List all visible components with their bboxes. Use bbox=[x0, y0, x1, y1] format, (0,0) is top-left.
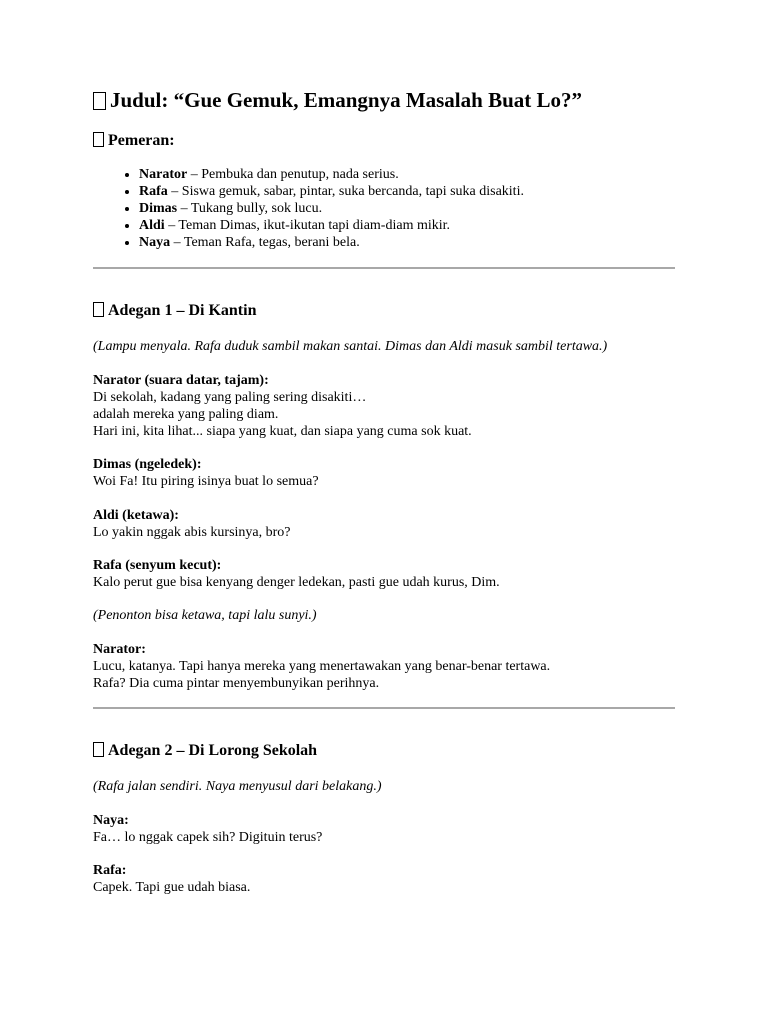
dialogue-line: Fa… lo nggak capek sih? Digituin terus? bbox=[93, 830, 323, 845]
dialogue-line: Di sekolah, kadang yang paling sering disakiti… bbox=[93, 390, 367, 405]
scene1-heading-text: Adegan 1 – Di Kantin bbox=[108, 302, 257, 319]
speaker-label: Rafa: bbox=[93, 863, 127, 878]
scene1-heading bbox=[93, 302, 256, 320]
dialogue-line: Hari ini, kita lihat... siapa yang kuat, dan siapa yang cuma sok kuat. bbox=[93, 424, 472, 439]
dialogue-narator-1 bbox=[93, 372, 675, 440]
missing-glyph-icon bbox=[93, 302, 104, 317]
speaker-label: Rafa (senyum kecut): bbox=[93, 558, 222, 573]
cast-name: Dimas bbox=[139, 201, 178, 216]
stage-direction: (Rafa jalan sendiri. Naya menyusul dari belakang.) bbox=[93, 779, 382, 794]
dialogue-naya bbox=[93, 812, 675, 846]
dialogue-dimas bbox=[93, 456, 675, 490]
cast-name: Naya bbox=[139, 235, 171, 250]
section-divider bbox=[93, 707, 675, 709]
dialogue-line: adalah mereka yang paling diam. bbox=[93, 407, 279, 422]
cast-name: Narator bbox=[139, 167, 188, 182]
cast-desc: – Teman Rafa, tegas, berani bela. bbox=[170, 235, 360, 250]
cast-desc: – Tukang bully, sok lucu. bbox=[177, 201, 323, 216]
dialogue-line: Lo yakin nggak abis kursinya, bro? bbox=[93, 525, 291, 540]
speaker-label: Narator (suara datar, tajam): bbox=[93, 373, 269, 388]
cast-item-dimas bbox=[139, 200, 524, 217]
cast-desc: – Siswa gemuk, sabar, pintar, suka bercanda, tapi suka disakiti. bbox=[167, 184, 524, 199]
speaker-label: Naya: bbox=[93, 813, 129, 828]
missing-glyph-icon bbox=[93, 742, 104, 757]
dialogue-narator-2 bbox=[93, 641, 675, 692]
cast-desc: – Teman Dimas, ikut-ikutan tapi diam-diam mikir. bbox=[164, 218, 451, 233]
speaker-label: Aldi (ketawa): bbox=[93, 508, 179, 523]
document-title bbox=[93, 88, 582, 113]
cast-heading-text: Pemeran: bbox=[108, 132, 175, 149]
scene2-heading bbox=[93, 742, 317, 760]
cast-item-narator bbox=[139, 166, 524, 183]
dialogue-line: Lucu, katanya. Tapi hanya mereka yang menertawakan yang benar-benar tertawa. bbox=[93, 659, 551, 674]
missing-glyph-icon bbox=[93, 92, 106, 110]
dialogue-line: Capek. Tapi gue udah biasa. bbox=[93, 880, 251, 895]
cast-item-rafa bbox=[139, 183, 524, 200]
speaker-label: Narator: bbox=[93, 642, 146, 657]
title-text: Judul: “Gue Gemuk, Emangnya Masalah Buat Lo?” bbox=[110, 88, 583, 112]
dialogue-line: Kalo perut gue bisa kenyang denger ledekan, pasti gue udah kurus, Dim. bbox=[93, 575, 500, 590]
cast-name: Rafa bbox=[139, 184, 168, 199]
section-divider bbox=[93, 267, 675, 269]
dialogue-aldi bbox=[93, 507, 675, 541]
cast-list bbox=[115, 166, 524, 251]
cast-item-naya bbox=[139, 234, 524, 251]
cast-item-aldi bbox=[139, 217, 524, 234]
stage-direction: (Penonton bisa ketawa, tapi lalu sunyi.) bbox=[93, 608, 317, 623]
dialogue-line: Woi Fa! Itu piring isinya buat lo semua? bbox=[93, 474, 319, 489]
dialogue-rafa bbox=[93, 557, 675, 591]
speaker-label: Dimas (ngeledek): bbox=[93, 457, 202, 472]
missing-glyph-icon bbox=[93, 132, 104, 147]
cast-name: Aldi bbox=[139, 218, 165, 233]
dialogue-rafa-2 bbox=[93, 862, 675, 896]
scene2-heading-text: Adegan 2 – Di Lorong Sekolah bbox=[108, 742, 318, 759]
cast-desc: – Pembuka dan penutup, nada serius. bbox=[187, 167, 399, 182]
dialogue-line: Rafa? Dia cuma pintar menyembunyikan perihnya. bbox=[93, 676, 380, 691]
stage-direction: (Lampu menyala. Rafa duduk sambil makan santai. Dimas dan Aldi masuk sambil tertawa.) bbox=[93, 339, 608, 354]
cast-heading bbox=[93, 132, 175, 150]
